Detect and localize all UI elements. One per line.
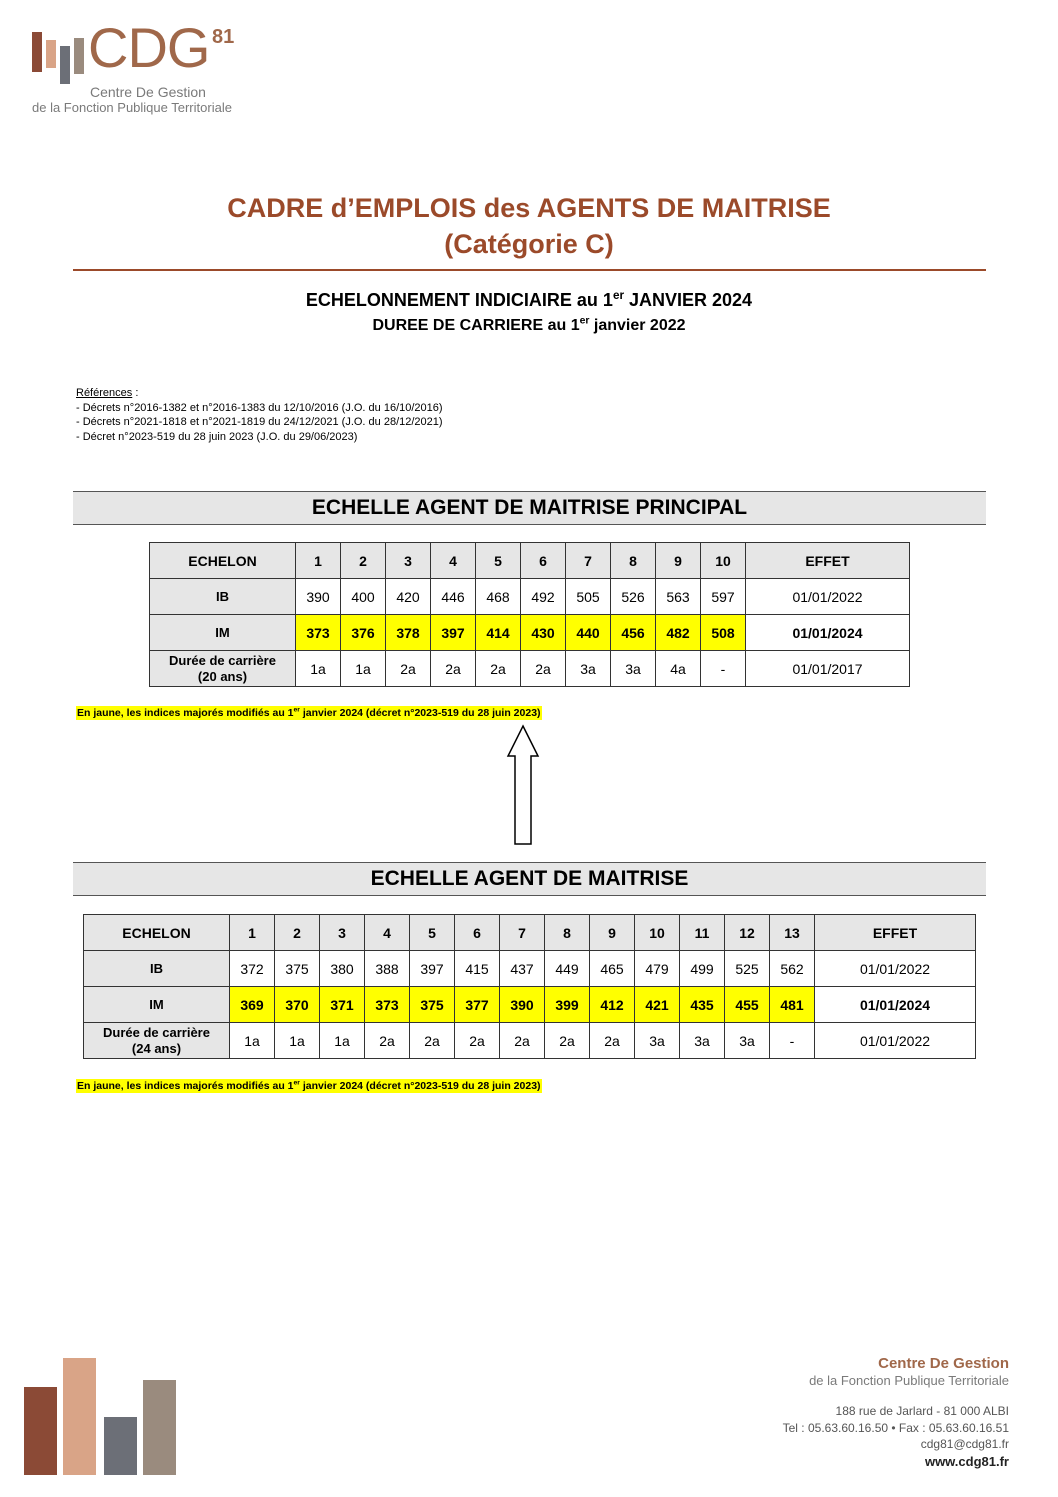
ib-cell: 563 [656,579,701,615]
im-cell: 482 [656,615,701,651]
im-cell: 376 [341,615,386,651]
echelon-cell: 1 [296,543,341,579]
im-cell: 455 [725,987,770,1023]
duree-cell: 2a [521,651,566,687]
duree-cell: 4a [656,651,701,687]
echelon-cell: 5 [410,915,455,951]
duree-cell: 2a [476,651,521,687]
im-cell: 399 [545,987,590,1023]
ib-cell: 468 [476,579,521,615]
footer-web: www.cdg81.fr [924,1454,1009,1469]
ib-cell: 397 [410,951,455,987]
duree-cell: 3a [566,651,611,687]
im-cell: 373 [365,987,410,1023]
im-cell: 375 [410,987,455,1023]
ib-cell: 562 [770,951,815,987]
subtitle-line1: ECHELONNEMENT INDICIAIRE au 1er JANVIER 2024 [305,289,753,310]
duree-cell: 1a [320,1023,365,1059]
effet-cell: 01/01/2022 [746,579,910,615]
duree-cell: 2a [365,1023,410,1059]
reference-item: - Décret n°2023-519 du 28 juin 2023 (J.O. du 29/06/2023) [76,430,358,443]
duree-cell: 3a [635,1023,680,1059]
references-label: Références [76,387,133,399]
ib-cell: 505 [566,579,611,615]
echelon-cell: 13 [770,915,815,951]
echelon-cell: 8 [545,915,590,951]
ib-cell: 449 [545,951,590,987]
duree-cell: 2a [431,651,476,687]
ib-cell: 465 [590,951,635,987]
table-row [150,615,910,651]
table-row [150,579,910,615]
logo-line2: de la Fonction Publique Territoriale [32,100,232,115]
echelon-cell: 10 [635,915,680,951]
duree-cell: 2a [455,1023,500,1059]
echelon-cell: 9 [590,915,635,951]
ib-cell: 388 [365,951,410,987]
im-cell: 430 [521,615,566,651]
echelon-cell: 2 [275,915,320,951]
row-label-duree: Durée de carrière (20 ans) [150,651,296,687]
references: Références : - Décrets n°2016-1382 et n°2016-1383 du 12/10/2016 (J.O. du 16/10/2016) - Décrets n°2021-1818 et n°2021-1819 du 24/12/2021 (J.O. du 28/12/2021) - Décret n°2023-519 du 28 juin 2023 (J.O. du 29/06/2023) [76,387,443,443]
echelon-cell: 11 [680,915,725,951]
header-echelon: ECHELON [84,915,230,951]
footer-phone: Tel : 05.63.60.16.50 • Fax : 05.63.60.16.51 [782,1421,1009,1435]
ib-cell: 437 [500,951,545,987]
effet-cell: 01/01/2024 [746,615,910,651]
duree-cell: 2a [500,1023,545,1059]
page-title [0,190,1058,262]
ib-cell: 479 [635,951,680,987]
duree-cell: 2a [590,1023,635,1059]
ib-cell: 390 [296,579,341,615]
highlight-note: En jaune, les indices majorés modifiés au 1er janvier 2024 (décret n°2023-519 du 28 juin 2023) [77,706,541,719]
logo-brand: CDG [88,16,210,79]
echelon-cell: 8 [611,543,656,579]
table-row [150,651,910,687]
echelon-cell: 12 [725,915,770,951]
ib-cell: 526 [611,579,656,615]
duree-cell: 3a [725,1023,770,1059]
duree-cell: 2a [545,1023,590,1059]
im-cell: 508 [701,615,746,651]
im-cell: 435 [680,987,725,1023]
echelon-cell: 5 [476,543,521,579]
ib-cell: 446 [431,579,476,615]
ib-cell: 380 [320,951,365,987]
echelon-cell: 4 [431,543,476,579]
row-label-im: IM [84,987,230,1023]
duree-cell: 2a [386,651,431,687]
scale-principal-table [149,542,910,687]
title-divider [73,269,986,271]
header-echelon: ECHELON [150,543,296,579]
im-cell: 397 [431,615,476,651]
subtitle-line2: DUREE DE CARRIERE au 1er janvier 2022 [372,315,686,334]
echelon-cell: 3 [320,915,365,951]
effet-cell: 01/01/2017 [746,651,910,687]
table-row [84,915,976,951]
im-cell: 377 [455,987,500,1023]
row-label-ib: IB [150,579,296,615]
echelon-cell: 3 [386,543,431,579]
reference-item: - Décrets n°2021-1818 et n°2021-1819 du 24/12/2021 (J.O. du 28/12/2021) [76,416,443,428]
duree-cell: 3a [680,1023,725,1059]
row-label-duree: Durée de carrière (24 ans) [84,1023,230,1059]
row-label-ib: IB [84,951,230,987]
ib-cell: 375 [275,951,320,987]
ib-cell: 420 [386,579,431,615]
effet-cell: 01/01/2022 [815,951,976,987]
echelon-cell: 4 [365,915,410,951]
im-cell: 421 [635,987,680,1023]
im-cell: 440 [566,615,611,651]
echelon-cell: 2 [341,543,386,579]
im-cell: 412 [590,987,635,1023]
title-line2: (Catégorie C) [444,229,614,259]
im-cell: 481 [770,987,815,1023]
header-effet: EFFET [815,915,976,951]
ib-cell: 492 [521,579,566,615]
ib-cell: 372 [230,951,275,987]
table-row [84,951,976,987]
echelon-cell: 1 [230,915,275,951]
echelon-cell: 6 [521,543,566,579]
duree-cell: 1a [230,1023,275,1059]
duree-cell: 1a [341,651,386,687]
logo-line1: Centre De Gestion [90,84,206,100]
ib-cell: 499 [680,951,725,987]
echelon-cell: 9 [656,543,701,579]
effet-cell: 01/01/2024 [815,987,976,1023]
duree-cell: 1a [296,651,341,687]
footer-address: 188 rue de Jarlard - 81 000 ALBI [835,1404,1009,1418]
reference-item: - Décrets n°2016-1382 et n°2016-1383 du 12/10/2016 (J.O. du 16/10/2016) [76,401,443,414]
scale-principal-title: ECHELLE AGENT DE MAITRISE PRINCIPAL [73,491,986,525]
ib-cell: 415 [455,951,500,987]
ib-cell: 525 [725,951,770,987]
echelon-cell: 10 [701,543,746,579]
footer-email: cdg81@cdg81.fr [920,1437,1009,1451]
row-label-im: IM [150,615,296,651]
echelon-cell: 6 [455,915,500,951]
footer-org1: Centre De Gestion [878,1355,1009,1372]
effet-cell: 01/01/2022 [815,1023,976,1059]
header-effet: EFFET [746,543,910,579]
scale-agent-table [83,914,976,1059]
scale-agent-title: ECHELLE AGENT DE MAITRISE [73,862,986,896]
highlight-note: En jaune, les indices majorés modifiés au 1er janvier 2024 (décret n°2023-519 du 28 juin 2023) [77,1079,541,1092]
table-row [150,543,910,579]
im-cell: 369 [230,987,275,1023]
duree-cell: 1a [275,1023,320,1059]
im-cell: 371 [320,987,365,1023]
table-row [84,1023,976,1059]
title-line1: CADRE d’EMPLOIS des AGENTS DE MAITRISE [227,193,831,223]
duree-cell: - [770,1023,815,1059]
im-cell: 414 [476,615,521,651]
duree-cell: 3a [611,651,656,687]
im-cell: 373 [296,615,341,651]
footer-org2: de la Fonction Publique Territoriale [809,1373,1009,1388]
table-row [84,987,976,1023]
logo-brand-number: 81 [212,26,235,48]
duree-cell: - [701,651,746,687]
duree-cell: 2a [410,1023,455,1059]
ib-cell: 597 [701,579,746,615]
im-cell: 390 [500,987,545,1023]
echelon-cell: 7 [500,915,545,951]
echelon-cell: 7 [566,543,611,579]
up-arrow-icon [506,724,540,846]
im-cell: 370 [275,987,320,1023]
im-cell: 378 [386,615,431,651]
im-cell: 456 [611,615,656,651]
ib-cell: 400 [341,579,386,615]
